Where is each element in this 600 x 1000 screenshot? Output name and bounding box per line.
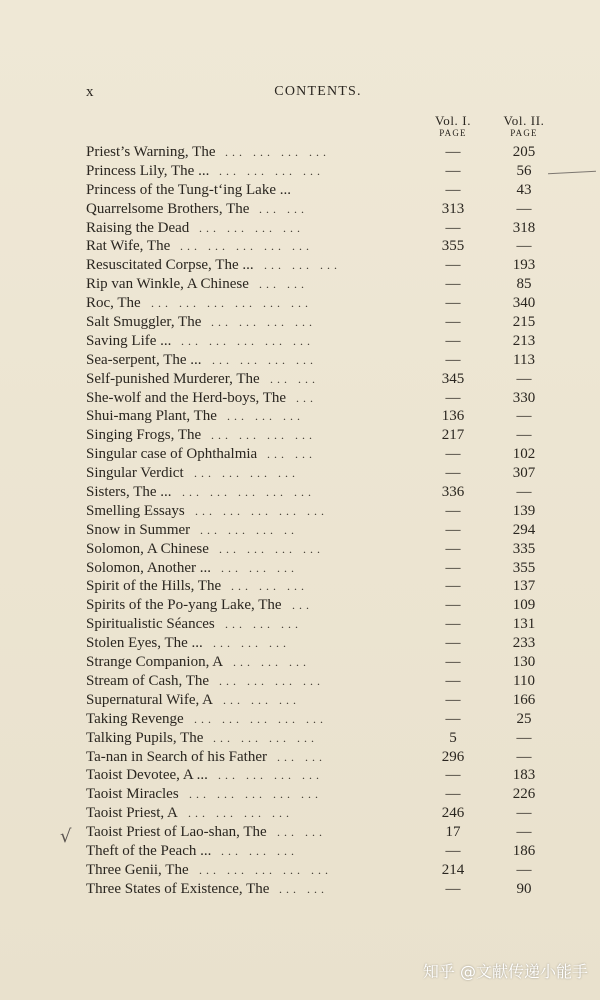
page-number: x	[86, 84, 94, 100]
leader-dots: ... ... ...	[264, 258, 341, 273]
entry-page-vol1: —	[445, 295, 461, 312]
list-item	[86, 615, 556, 634]
list-item	[86, 804, 556, 823]
entry-page-vol2: —	[516, 861, 532, 878]
list-item	[86, 766, 556, 785]
entry-page-vol2: 213	[512, 332, 536, 349]
list-item	[86, 389, 556, 408]
list-item	[86, 842, 556, 861]
list-item	[86, 596, 556, 615]
list-item	[86, 483, 556, 502]
entry-page-vol1: 5	[449, 729, 457, 746]
leader-dots: ... ...	[270, 371, 319, 386]
list-item	[86, 577, 556, 596]
leader-dots: ... ... ... ...	[225, 145, 330, 159]
list-item	[86, 200, 556, 219]
leader-dots: ... ...	[259, 277, 308, 292]
entry-page-vol1: —	[445, 786, 461, 803]
leader-dots: ... ...	[267, 447, 316, 462]
entry-page-vol1: —	[445, 502, 461, 519]
entry-page-vol2: 215	[512, 314, 536, 331]
list-item	[86, 313, 556, 332]
entry-page-vol1: —	[445, 880, 461, 897]
leader-dots: ... ... ...	[227, 409, 304, 424]
leader-dots: ... ... ... ... ...	[181, 333, 314, 348]
entry-page-vol1: 345	[441, 370, 465, 387]
entry-page-vol1: 17	[445, 824, 461, 841]
leader-dots: ... ... ... ...	[194, 466, 299, 481]
entry-title: Sea-serpent, The ...	[86, 351, 202, 368]
list-item	[86, 181, 556, 200]
column-header-vol2-sub: PAGE	[510, 128, 538, 138]
leader-dots: ... ... ... ...	[211, 428, 316, 443]
entry-page-vol2: 183	[512, 767, 536, 784]
list-item	[86, 540, 556, 559]
list-item	[86, 143, 556, 162]
entry-title: Raising the Dead	[86, 219, 190, 236]
entry-page-vol1: —	[445, 691, 461, 708]
leader-dots: ... ... ...	[221, 560, 298, 575]
entry-title: Three States of Existence, The	[86, 880, 270, 897]
leader-dots: ... ... ... ...	[219, 163, 324, 178]
column-header-vol1-sub: PAGE	[439, 128, 467, 138]
entry-page-vol1: —	[445, 540, 461, 557]
entry-page-vol1: —	[445, 672, 461, 689]
leader-dots: ... ... ... ... ...	[182, 485, 315, 500]
list-item	[86, 162, 556, 181]
leader-dots: ... ... ...	[225, 617, 302, 632]
entry-page-vol2: —	[516, 427, 532, 444]
entry-page-vol2: 102	[512, 446, 536, 463]
entry-page-vol2: —	[516, 824, 532, 841]
list-item	[86, 370, 556, 389]
leader-dots: ... ... ...	[223, 692, 300, 707]
entry-page-vol2: 226	[512, 786, 536, 803]
entry-title: Three Genii, The	[86, 861, 189, 878]
entry-page-vol2: 90	[516, 880, 532, 897]
entry-page-vol2: —	[516, 729, 532, 746]
entry-page-vol2: 233	[512, 635, 536, 652]
list-item	[86, 861, 556, 880]
entry-page-vol1: —	[445, 597, 461, 614]
leader-dots: ... ... ... ...	[213, 730, 318, 745]
entry-title: Taoist Miracles	[86, 786, 179, 803]
list-item	[86, 275, 556, 294]
watermark: 知乎 @文献传递小能手	[422, 962, 588, 981]
list-item	[86, 237, 556, 256]
entry-page-vol1: —	[445, 144, 461, 160]
entry-page-vol2: 110	[513, 672, 535, 689]
leader-dots: ... ... ... ...	[212, 352, 317, 367]
entry-title: Snow in Summer	[86, 521, 191, 538]
leader-dots: ... ... ...	[231, 579, 308, 594]
leader-dots: ... ... ... ... ...	[199, 862, 332, 877]
leader-dots: ... ... ...	[233, 655, 310, 670]
entry-title: Stream of Cash, The	[86, 672, 210, 689]
list-item	[86, 729, 556, 748]
list-item	[86, 256, 556, 275]
entry-page-vol1: —	[445, 257, 461, 274]
entry-page-vol2: 193	[512, 257, 536, 274]
entry-title: Stolen Eyes, The ...	[86, 635, 203, 652]
entry-page-vol2: 205	[512, 144, 536, 160]
leader-dots: ... ... ... ... ...	[195, 503, 328, 518]
list-item	[86, 691, 556, 710]
entry-page-vol1: 336	[441, 484, 465, 501]
entry-page-vol1: —	[445, 654, 461, 671]
leader-dots: ... ... ... ... ...	[180, 239, 313, 254]
entry-page-vol2: 131	[512, 616, 536, 633]
leader-dots: ... ... ... ...	[199, 220, 304, 235]
entry-title: Princess Lily, The ...	[86, 162, 210, 179]
entry-page-vol1: 136	[441, 408, 465, 425]
leader-dots: ...	[292, 598, 313, 613]
entry-title: Sisters, The ...	[86, 484, 172, 501]
list-item	[86, 559, 556, 578]
entry-page-vol1: —	[445, 616, 461, 633]
list-item	[86, 880, 556, 899]
entry-page-vol2: 330	[512, 389, 536, 406]
entry-page-vol2: 109	[512, 597, 536, 614]
entry-page-vol2: 186	[512, 842, 536, 859]
entry-page-vol2: 335	[512, 540, 536, 557]
entry-page-vol1: —	[445, 332, 461, 349]
entry-page-vol1: —	[445, 446, 461, 463]
entry-page-vol1: —	[445, 351, 461, 368]
leader-dots: ... ... ... ... ...	[189, 787, 322, 802]
entry-title: Taoist Priest, A	[86, 805, 178, 822]
entry-page-vol1: —	[445, 162, 461, 179]
entry-title: Rip van Winkle, A Chinese	[86, 276, 249, 293]
entry-page-vol1: —	[445, 559, 461, 576]
entry-page-vol1: 313	[441, 200, 465, 217]
entry-title: Taoist Devotee, A ...	[86, 767, 208, 784]
list-item	[86, 785, 556, 804]
column-header-vol2-label: Vol. II.	[503, 113, 545, 128]
entry-title: Theft of the Peach ...	[86, 842, 212, 859]
leader-dots: ... ... ... ..	[200, 522, 298, 537]
entry-title: Singular case of Ophthalmia	[86, 446, 258, 463]
entry-title: Quarrelsome Brothers, The	[86, 200, 250, 217]
leader-dots: ... ... ... ...	[219, 673, 324, 688]
entry-page-vol1: —	[445, 767, 461, 784]
leader-dots: ... ... ... ...	[219, 541, 324, 556]
leader-dots: ... ... ... ... ...	[194, 711, 327, 726]
list-item	[86, 502, 556, 521]
entry-page-vol2: 130	[512, 654, 536, 671]
entry-title: Taoist Priest of Lao-shan, The	[86, 824, 267, 841]
list-item	[86, 445, 556, 464]
entry-page-vol1: —	[445, 635, 461, 652]
entry-page-vol2: —	[516, 748, 532, 765]
list-item	[86, 294, 556, 313]
entry-page-vol1: —	[445, 389, 461, 406]
entry-page-vol2: 85	[516, 276, 532, 293]
list-item	[86, 823, 556, 842]
entry-page-vol1: 246	[441, 805, 465, 822]
list-item	[86, 672, 556, 691]
entry-page-vol2: 340	[512, 295, 536, 312]
entry-title: Salt Smuggler, The	[86, 314, 202, 331]
leader-dots: ... ...	[277, 825, 326, 840]
list-item	[86, 634, 556, 653]
leader-dots: ... ...	[277, 749, 326, 764]
entry-title: Roc, The	[86, 295, 141, 312]
entry-title: Rat Wife, The	[86, 238, 171, 255]
list-item	[86, 653, 556, 672]
entry-page-vol1: —	[445, 521, 461, 538]
entry-page-vol1: —	[445, 181, 461, 198]
entry-title: She-wolf and the Herd-boys, The	[86, 389, 287, 406]
entry-page-vol2: 166	[512, 691, 536, 708]
entry-title: Solomon, Another ...	[86, 559, 212, 576]
page-title: CONTENTS.	[274, 84, 362, 99]
entry-title: Self-punished Murderer, The	[86, 370, 260, 387]
entry-title: Talking Pupils, The	[86, 729, 204, 746]
entry-page-vol2: 307	[512, 465, 536, 482]
entry-title: Spirits of the Po-yang Lake, The	[86, 597, 282, 614]
entry-title: Taking Revenge	[86, 710, 184, 727]
entry-title: Smelling Essays	[86, 502, 185, 519]
contents-list	[86, 143, 556, 899]
entry-page-vol2: 43	[516, 181, 532, 198]
entry-page-vol2: 113	[513, 351, 535, 368]
list-item	[86, 426, 556, 445]
column-header-vol1	[428, 114, 478, 140]
entry-page-vol1: —	[445, 314, 461, 331]
leader-dots: ... ... ... ... ... ...	[151, 296, 312, 311]
entry-page-vol1: —	[445, 842, 461, 859]
list-item	[86, 332, 556, 351]
leader-dots: ... ... ...	[213, 636, 290, 651]
list-item	[86, 748, 556, 767]
entry-title: Saving Life ...	[86, 332, 172, 349]
entry-title: Ta-nan in Search of his Father	[86, 748, 267, 765]
entry-title: Spiritualistic Séances	[86, 616, 215, 633]
list-item	[86, 521, 556, 540]
entry-title: Supernatural Wife, A	[86, 691, 214, 708]
entry-page-vol2: —	[516, 370, 532, 387]
entry-page-vol2: —	[516, 805, 532, 822]
entry-page-vol1: —	[445, 710, 461, 727]
entry-title: Resuscitated Corpse, The ...	[86, 257, 254, 274]
list-item	[86, 407, 556, 426]
entry-page-vol2: 137	[512, 578, 536, 595]
leader-dots: ...	[296, 390, 317, 405]
entry-page-vol2: —	[516, 200, 532, 217]
list-item	[86, 464, 556, 483]
entry-page-vol1: 355	[441, 238, 465, 255]
entry-page-vol2: 56	[516, 162, 532, 179]
list-item	[86, 219, 556, 238]
entry-page-vol2: —	[516, 238, 532, 255]
entry-page-vol2: —	[516, 408, 532, 425]
entry-page-vol1: —	[445, 578, 461, 595]
column-header-vol2	[498, 114, 550, 140]
entry-page-vol1: 217	[441, 427, 465, 444]
entry-title: Priest’s Warning, The	[86, 144, 216, 160]
entry-page-vol2: 25	[516, 710, 532, 727]
entry-title: Strange Companion, A	[86, 654, 224, 671]
entry-page-vol1: 214	[441, 861, 465, 878]
leader-dots: ... ...	[279, 881, 328, 896]
entry-page-vol2: —	[516, 484, 532, 501]
leader-dots: ... ... ... ...	[218, 768, 323, 783]
leader-dots: ... ... ... ...	[188, 806, 293, 821]
leader-dots: ... ... ...	[221, 843, 298, 858]
entry-title: Shui-mang Plant, The	[86, 408, 217, 425]
list-item	[86, 710, 556, 729]
entry-title: Singular Verdict	[86, 465, 184, 482]
leader-dots: ... ... ... ...	[211, 315, 316, 330]
entry-page-vol2: 318	[512, 219, 536, 236]
column-header-vol1-label: Vol. I.	[434, 113, 472, 128]
entry-title: Princess of the Tung-t‘ing Lake ...	[86, 181, 291, 198]
entry-title: Spirit of the Hills, The	[86, 578, 222, 595]
entry-page-vol1: —	[445, 276, 461, 293]
list-item	[86, 351, 556, 370]
leader-dots: ... ...	[259, 201, 308, 216]
entry-page-vol1: 296	[441, 748, 465, 765]
entry-page-vol1: —	[445, 219, 461, 236]
entry-page-vol1: —	[445, 465, 461, 482]
entry-title: Solomon, A Chinese	[86, 540, 209, 557]
entry-title: Singing Frogs, The	[86, 427, 202, 444]
entry-page-vol2: 355	[512, 559, 536, 576]
entry-page-vol2: 139	[512, 502, 536, 519]
check-mark-icon: √	[60, 826, 72, 847]
entry-page-vol2: 294	[512, 521, 536, 538]
